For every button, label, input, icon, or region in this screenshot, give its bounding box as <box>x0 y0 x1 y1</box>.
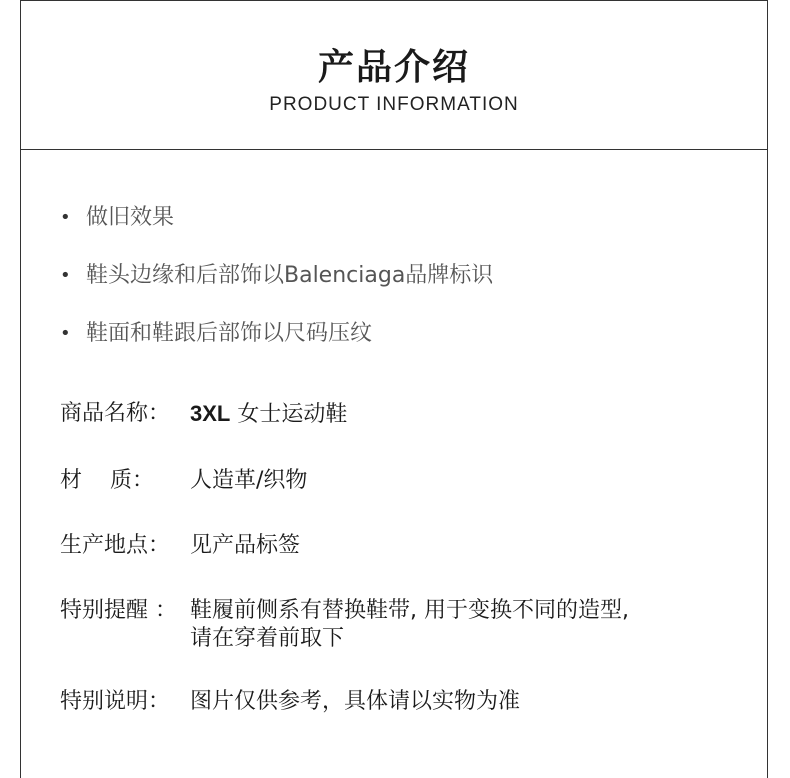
feature-item <box>60 258 493 316</box>
spec-label: 材 质： <box>60 468 154 493</box>
spec-label: 特别说明： <box>60 689 171 714</box>
spec-label: 特别提醒 ： <box>60 598 177 623</box>
feature-text: 鞋面和鞋跟后部饰以尺码压纹 <box>86 321 373 346</box>
spec-value: 图片仅供参考，具体请以实物为准 <box>190 689 521 714</box>
spec-label: 商品名称： <box>60 401 171 426</box>
bullet-icon: • <box>60 323 71 344</box>
feature-item <box>60 200 493 258</box>
product-type: 女士运动鞋 <box>237 402 348 427</box>
spec-value: 见产品标签 <box>190 533 301 558</box>
spec-value: 人造革/织物 <box>190 468 308 493</box>
spec-value-line: 鞋履前侧系有替换鞋带, 用于变换不同的造型, <box>190 598 629 623</box>
spec-value <box>190 400 690 429</box>
section-subtitle: PRODUCT INFORMATION <box>269 94 519 115</box>
model-name: 3XL <box>190 401 231 426</box>
section-header <box>21 1 767 150</box>
section-title: 产品介绍 <box>317 47 470 88</box>
feature-text: 鞋头边缘和后部饰以Balenciaga品牌标识 <box>86 263 494 288</box>
product-info-panel <box>20 0 768 778</box>
feature-item <box>60 316 493 374</box>
bullet-icon: • <box>60 207 71 228</box>
spec-value <box>190 597 690 653</box>
feature-list <box>60 200 493 374</box>
bullet-icon: • <box>60 265 71 286</box>
feature-text: 做旧效果 <box>86 205 175 230</box>
spec-label: 生产地点： <box>60 533 171 558</box>
spec-value-line: 请在穿着前取下 <box>190 626 345 651</box>
